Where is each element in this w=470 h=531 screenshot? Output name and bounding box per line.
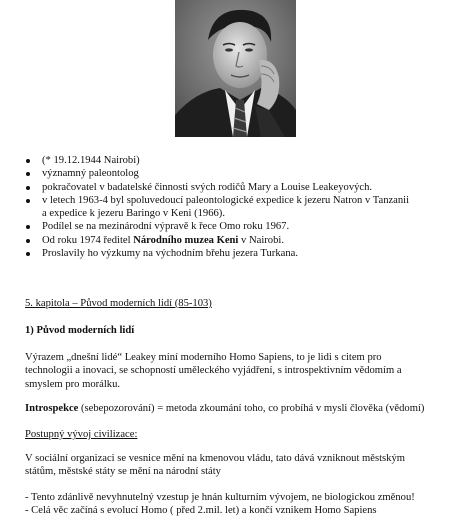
- bullet-dot: [26, 172, 30, 176]
- paragraph-line: technologii a inovaci, se schopností uměleckého vyjádření, s introspektivním vědomím a: [25, 365, 402, 377]
- definition-text: (sebepozorování) = metoda zkoumání toho, co probíhá v mysli člověka (vědomí): [78, 403, 425, 414]
- paragraph-cultural-development: [25, 491, 415, 518]
- paragraph-line: státům, městské státy se mění na národní státy: [25, 466, 221, 478]
- bullet-item: [25, 247, 460, 260]
- bullet-item: [25, 194, 460, 221]
- portrait-image: [175, 0, 296, 137]
- chapter-heading: 5. kapitola – Původ moderních lidí (85-103): [25, 298, 212, 309]
- bullet-dot: [26, 159, 30, 163]
- paragraph-modern-humans: [25, 351, 402, 391]
- introspection-term: Introspekce: [25, 403, 79, 414]
- paragraph-social-organization: [25, 452, 405, 479]
- bullet-text-continuation: a expedice k jezeru Baringo v Keni (1966).: [42, 208, 225, 220]
- bullet-dot: [26, 239, 30, 243]
- bullet-item: [25, 220, 460, 233]
- bullet-text: Od roku 1974 ředitel: [42, 234, 134, 246]
- bio-bullet-list: [25, 154, 460, 260]
- paragraph-line: Výrazem „dnešní lidé“ Leakey míní moderního Homo Sapiens, to je lidi s citem pro: [25, 352, 382, 363]
- bullet-text: v letech 1963-4 byl spoluvedoucí paleontologické expedice k jezeru Natron v Tanzanii: [42, 194, 410, 206]
- civilization-subheading: Postupný vývoj civilizace:: [25, 429, 138, 440]
- paragraph-line: V sociální organizaci se vesnice mění na kmenovou vládu, tato dává vzniknout městským: [25, 453, 406, 464]
- bullet-dot: [26, 186, 30, 190]
- bullet-text: Podílel se na mezinárodní výpravě k řece Omo roku 1967.: [42, 221, 290, 233]
- bullet-dot: [26, 252, 30, 256]
- bullet-text: významný paleontolog: [42, 168, 139, 180]
- bullet-text: v Nairobi.: [238, 234, 284, 246]
- section-heading: 1) Původ moderních lidí: [25, 325, 135, 336]
- museum-name: Národního muzea Keni: [133, 234, 239, 246]
- bullet-text: Proslavily ho výzkumy na východním břehu jezera Turkana.: [42, 248, 298, 260]
- portrait-photo: [175, 0, 296, 137]
- bullet-item: [25, 167, 460, 180]
- bullet-dot: [26, 225, 30, 229]
- bullet-dot: [26, 199, 30, 203]
- paragraph-line: - Tento zdánlivě nevyhnutelný vzestup je hnán kulturním vývojem, ne biologickou změnou!: [25, 492, 415, 503]
- bullet-text: (* 19.12.1944 Nairobi): [42, 155, 140, 166]
- bullet-item: [25, 181, 460, 194]
- paragraph-line: smyslem pro morálku.: [25, 378, 121, 390]
- bullet-text: pokračovatel v badatelské činnosti svých rodičů Mary a Louise Leakeyových.: [42, 181, 373, 193]
- bullet-item: [25, 154, 460, 167]
- bullet-item: [25, 234, 460, 247]
- introspection-definition: [25, 402, 424, 415]
- paragraph-line: - Celá věc začíná s evolucí Homo ( před 2.mil. let) a končí vznikem Homo Sapiens: [25, 505, 377, 517]
